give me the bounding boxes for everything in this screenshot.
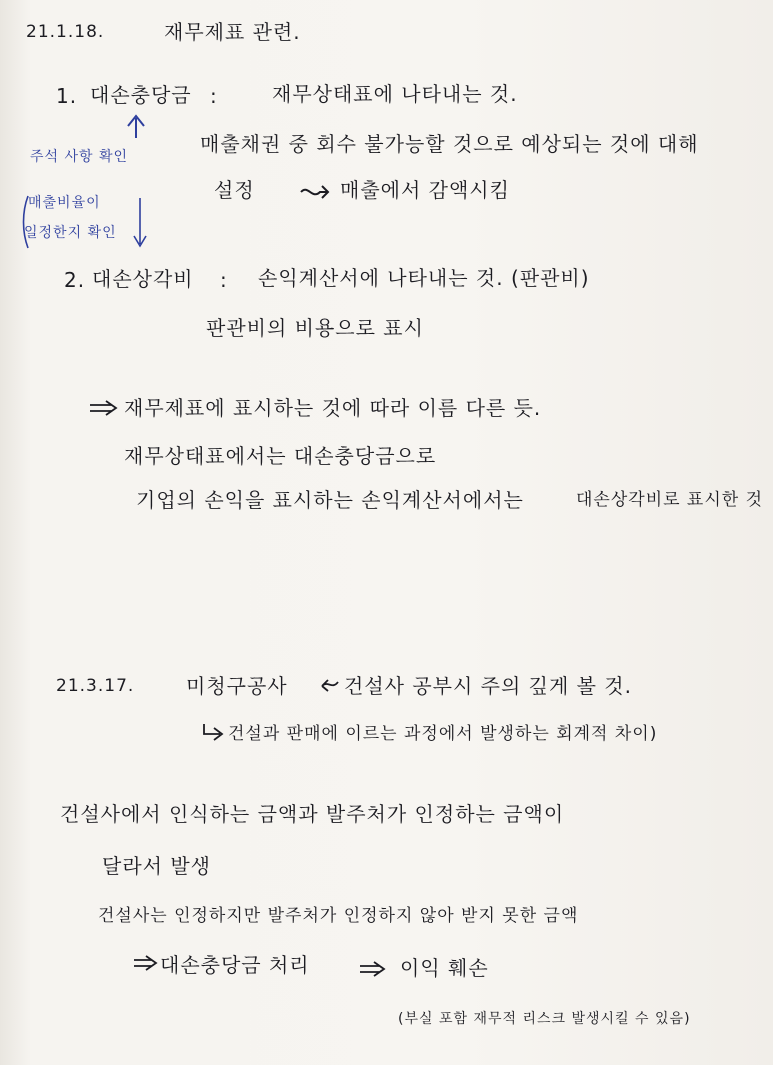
entry-title: 미청구공사	[186, 674, 288, 698]
entry-subnote: 건설과 판매에 이르는 과정에서 발생하는 회계적 차이)	[228, 724, 658, 744]
entry-date: 21.3.17.	[56, 676, 135, 696]
summary-line: 재무제표에 표시하는 것에 따라 이름 다른 듯.	[124, 396, 542, 420]
item-line: 매출에서 감액시킴	[340, 178, 510, 202]
double-arrow-icon	[132, 954, 160, 972]
left-arrow-icon	[318, 676, 340, 696]
bullet-line: 건설사에서 인식하는 금액과 발주처가 인정하는 금액이	[60, 802, 565, 826]
item-term: 대손충당금	[90, 83, 192, 107]
double-arrow-icon	[88, 398, 120, 418]
entry-title: 재무제표 관련.	[164, 20, 301, 44]
result-line: 이익 훼손	[400, 956, 489, 980]
item-line: 매출채권 중 회수 불가능할 것으로 예상되는 것에 대해	[200, 132, 699, 156]
item-number: 1.	[56, 84, 78, 108]
entry-note: 건설사 공부시 주의 깊게 볼 것.	[344, 674, 632, 698]
item-term: 대손상각비	[92, 267, 194, 291]
item-line: 설정	[214, 178, 255, 202]
right-arrow-icon	[200, 722, 226, 744]
item-number: 2.	[64, 268, 86, 292]
item-colon: :	[210, 84, 218, 108]
up-arrow-icon	[122, 112, 152, 142]
summary-line: 기업의 손익을 표시하는 손익계산서에서는	[136, 488, 524, 512]
margin-note-line: 매출비율이	[28, 195, 101, 211]
result-line: 대손충당금 처리	[160, 953, 310, 977]
right-arrow-icon	[298, 180, 332, 204]
entry-date: 21.1.18.	[26, 22, 105, 42]
bullet-line: 건설사는 인정하지만 발주처가 인정하지 않아 받지 못한 금액	[98, 906, 579, 926]
summary-line: 재무상태표에서는 대손충당금으로	[124, 444, 437, 468]
item-line: 판관비의 비용으로 표시	[206, 316, 424, 340]
bracket-icon	[20, 192, 150, 252]
paren-note: (부실 포함 재무적 리스크 발생시킬 수 있음)	[398, 1011, 691, 1027]
item-colon: :	[220, 268, 228, 292]
item-line: 손익계산서에 나타내는 것. (판관비)	[258, 266, 590, 290]
double-arrow-icon	[358, 960, 390, 978]
bullet-line: 달라서 발생	[102, 854, 211, 878]
item-line: 재무상태표에 나타내는 것.	[272, 82, 518, 106]
margin-note-line: 주석 사항 확인	[30, 149, 129, 165]
summary-line: 대손상각비로 표시한 것	[576, 490, 764, 510]
margin-note-line: 일정한지 확인	[24, 225, 117, 241]
